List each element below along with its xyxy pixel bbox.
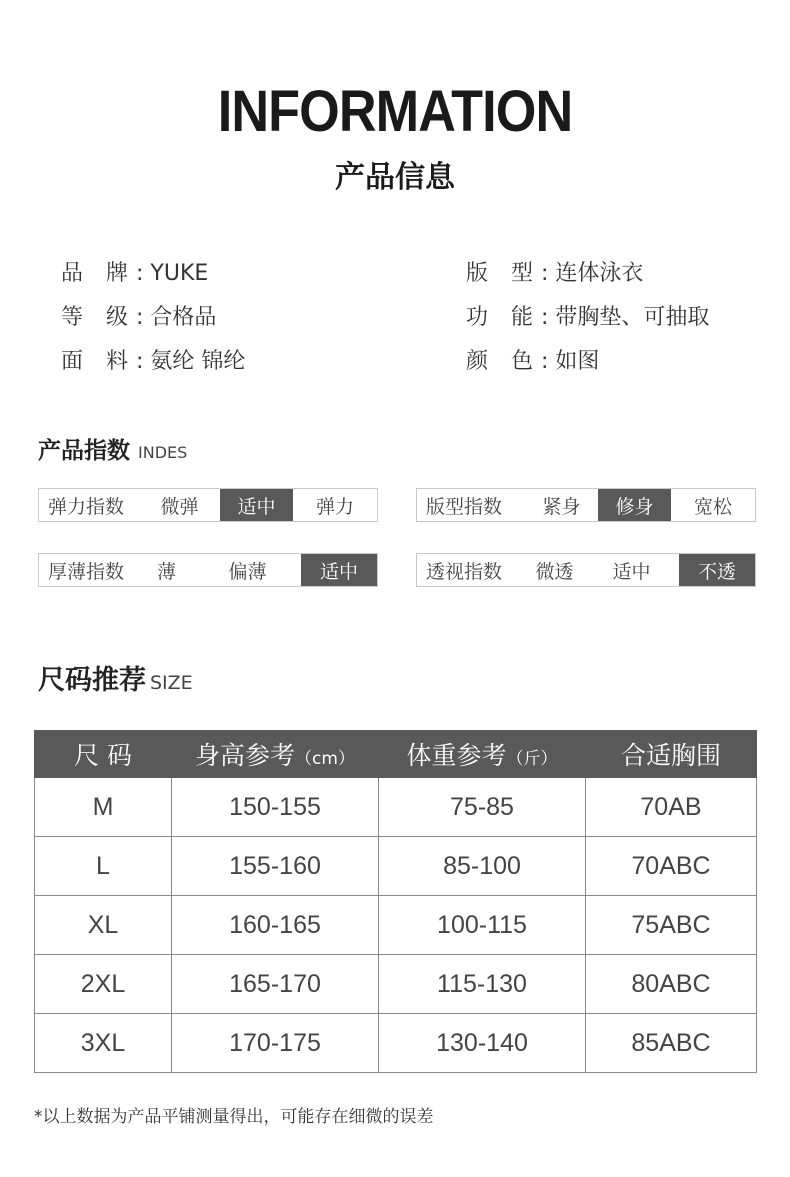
- index-title-cn: 产品指数: [38, 438, 130, 464]
- info-brand-value: YUKE: [150, 261, 209, 286]
- table-row: [35, 1014, 757, 1073]
- cell-height: 160-165: [172, 896, 379, 955]
- index-section-title: [38, 432, 187, 465]
- col-header-height-unit: （cm）: [295, 749, 355, 769]
- cell-height: 170-175: [172, 1014, 379, 1073]
- cell-weight: 100-115: [379, 896, 586, 955]
- cell-size: XL: [35, 896, 172, 955]
- index-option: 微弹: [160, 495, 199, 518]
- cell-weight: 115-130: [379, 955, 586, 1014]
- col-header-bust: 合适胸围: [586, 731, 757, 778]
- cell-weight: 85-100: [379, 837, 586, 896]
- measurement-note: *以上数据为产品平铺测量得出，可能存在细微的误差: [34, 1107, 434, 1127]
- index-option: 适中: [612, 560, 651, 583]
- info-brand-label: 品 牌: [61, 261, 136, 286]
- info-grade-value: 合格品: [150, 305, 217, 330]
- info-function: 功 能: 带胸垫、可抽取: [466, 305, 710, 330]
- index-option-selected: 修身: [598, 489, 671, 521]
- index-option: 偏薄: [228, 560, 267, 583]
- table-row: [35, 955, 757, 1014]
- index-option-selected: 不透: [679, 554, 755, 586]
- info-fit: 版 型: 连体泳衣: [466, 261, 644, 286]
- col-header-size: 尺 码: [35, 731, 172, 778]
- info-brand: 品 牌: YUKE: [61, 261, 209, 286]
- col-header-height: 身高参考（cm）: [172, 731, 379, 778]
- size-section-title: [38, 658, 193, 697]
- title-en: INFORMATION: [217, 79, 573, 144]
- col-header-weight: 体重参考（斤）: [379, 731, 586, 778]
- index-name: 弹力指数: [48, 495, 125, 518]
- size-table: [34, 730, 757, 1073]
- info-color: 颜 色: 如图: [466, 349, 600, 374]
- size-table-header: [35, 731, 757, 778]
- index-name: 透视指数: [426, 560, 503, 583]
- index-transparency: [416, 553, 756, 587]
- info-grade-label: 等 级: [61, 305, 136, 330]
- index-option: 紧身: [542, 495, 581, 518]
- cell-weight: 75-85: [379, 778, 586, 837]
- cell-bust: 75ABC: [586, 896, 757, 955]
- info-color-value: 如图: [555, 349, 600, 374]
- cell-size: 3XL: [35, 1014, 172, 1073]
- index-option: 微透: [535, 560, 574, 583]
- size-title-cn: 尺码推荐: [38, 665, 146, 696]
- info-fabric-value: 氨纶 锦纶: [150, 349, 246, 374]
- cell-bust: 85ABC: [586, 1014, 757, 1073]
- index-fit: [416, 488, 756, 522]
- index-elasticity: [38, 488, 378, 522]
- index-option: 弹力: [315, 495, 354, 518]
- info-function-value: 带胸垫、可抽取: [555, 305, 710, 330]
- cell-bust: 70AB: [586, 778, 757, 837]
- col-header-weight-unit: （斤）: [506, 749, 558, 769]
- index-option: 宽松: [693, 495, 732, 518]
- index-option-selected: 适中: [220, 489, 293, 521]
- cell-height: 155-160: [172, 837, 379, 896]
- cell-bust: 70ABC: [586, 837, 757, 896]
- index-option: 薄: [156, 560, 176, 583]
- index-option-selected: 适中: [301, 554, 377, 586]
- cell-weight: 130-140: [379, 1014, 586, 1073]
- cell-size: M: [35, 778, 172, 837]
- index-name: 厚薄指数: [48, 560, 125, 583]
- info-fit-label: 版 型: [466, 261, 541, 286]
- info-fabric-label: 面 料: [61, 349, 136, 374]
- cell-size: L: [35, 837, 172, 896]
- cell-height: 150-155: [172, 778, 379, 837]
- index-title-en: INDES: [138, 443, 188, 462]
- index-name: 版型指数: [426, 495, 503, 518]
- info-grade: 等 级: 合格品: [61, 305, 217, 330]
- cell-size: 2XL: [35, 955, 172, 1014]
- info-fabric: 面 料: 氨纶 锦纶: [61, 349, 246, 374]
- table-row: [35, 778, 757, 837]
- table-row: [35, 837, 757, 896]
- cell-bust: 80ABC: [586, 955, 757, 1014]
- table-row: [35, 896, 757, 955]
- title-cn: 产品信息: [335, 160, 455, 195]
- index-thickness: [38, 553, 378, 587]
- info-fit-value: 连体泳衣: [555, 261, 644, 286]
- info-function-label: 功 能: [466, 305, 541, 330]
- cell-height: 165-170: [172, 955, 379, 1014]
- info-color-label: 颜 色: [466, 349, 541, 374]
- size-title-en: SIZE: [150, 672, 193, 694]
